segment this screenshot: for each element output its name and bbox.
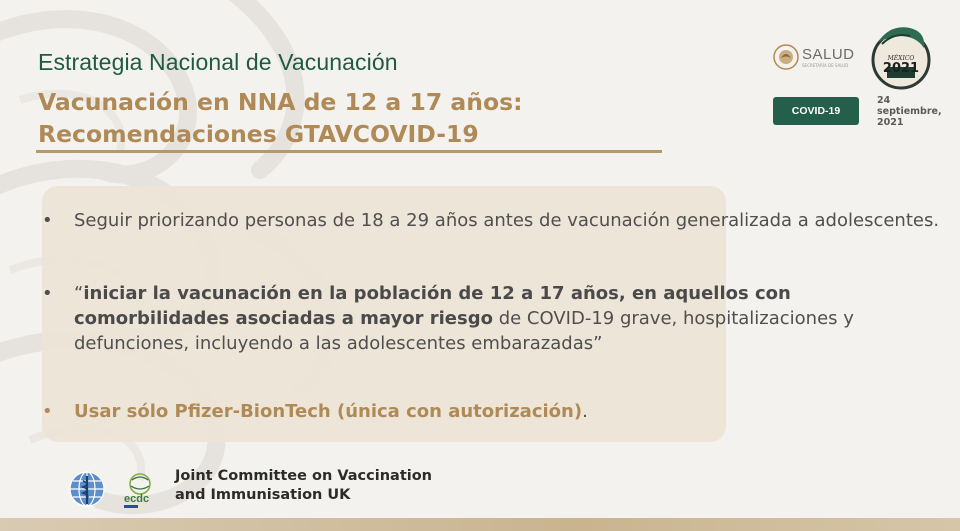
bullet-text: [42, 281, 944, 356]
bullet-dot: •: [42, 210, 53, 231]
slide-title-line-1: Vacunación en NNA de 12 a 17 años:: [38, 88, 523, 116]
bottom-decorative-band: [0, 518, 960, 531]
title-underline: [36, 150, 662, 153]
mexico-eagle-emblem-icon: [773, 44, 799, 70]
jcvi-source: [175, 467, 432, 505]
ecdc-logo: [120, 468, 162, 510]
bullet-item-pfizer-only: [42, 399, 944, 424]
covid-badge: COVID-19: [773, 97, 859, 125]
mexico-2021-logo: [870, 22, 932, 92]
date-day: 24: [877, 95, 891, 106]
jcvi-line-1: Joint Committee on Vaccination: [175, 468, 432, 484]
program-kicker: Estrategia Nacional de Vacunación: [38, 49, 398, 75]
bullet-period: .: [582, 401, 588, 422]
footer-logos: [66, 468, 162, 510]
slide-title-line-2: Recomendaciones GTAVCOVID-19: [38, 120, 479, 148]
bullet-text: [42, 399, 944, 424]
ecdc-wordmark: ecdc: [124, 493, 150, 505]
mexico-logo-word: MÉXICO: [887, 55, 915, 62]
salud-subtitle: SECRETARÍA DE SALUD: [802, 62, 849, 68]
bullet-dot: •: [42, 283, 53, 304]
date-month: septiembre,: [877, 106, 942, 117]
bullet-gold-text: Usar sólo Pfizer-BionTech (única con autorización): [74, 401, 583, 422]
date-year: 2021: [877, 117, 904, 128]
date-block: [877, 95, 942, 128]
bullet-dot: •: [42, 401, 53, 422]
bullet-text: Seguir priorizando personas de 18 a 29 años antes de vacunación generalizada a adolescentes.: [74, 210, 940, 231]
jcvi-line-2: and Immunisation UK: [175, 487, 351, 503]
bullet-rest-text: de COVID-19 grave, hospitalizaciones y defunciones, incluyendo a las adolescentes embarazadas”: [74, 308, 854, 354]
bullet-item-prioritize: [42, 208, 944, 233]
bullet-item-recommendation-quote: [42, 281, 944, 356]
salud-wordmark: SALUD: [802, 45, 855, 63]
salud-logo: [773, 42, 855, 72]
mexico-logo-year: 2021: [882, 61, 920, 76]
who-globe-icon: [66, 468, 108, 510]
open-quote: “: [74, 283, 84, 304]
bullet-bold-text: iniciar la vacunación en la población de 12 a 17 años, en aquellos con comorbilidades asociadas a mayor riesgo: [74, 283, 791, 329]
